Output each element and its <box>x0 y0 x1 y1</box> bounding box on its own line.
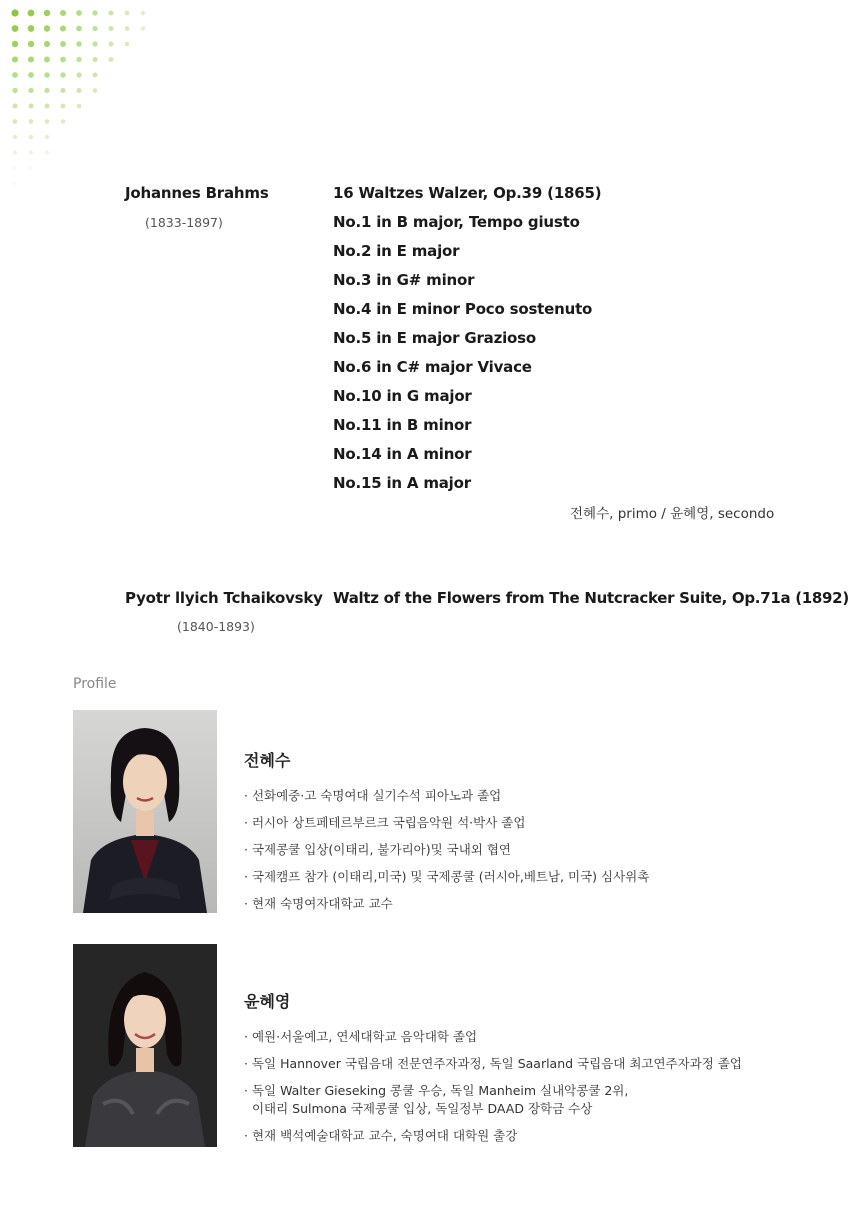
profile-bio-jeon <box>244 787 649 922</box>
profile-section-label: Profile <box>73 676 117 692</box>
decorative-dot <box>108 26 113 31</box>
bio-item: · 현재 백석예술대학교 교수, 숙명여대 대학원 출강 <box>244 1128 518 1143</box>
decorative-dot <box>61 104 66 109</box>
profile-photo-jeon <box>73 710 217 913</box>
decorative-dot <box>13 151 17 155</box>
work-item: No.4 in E minor Poco sostenuto <box>333 300 593 318</box>
profile-photo-yoon <box>73 944 217 1147</box>
decorative-dot <box>109 42 114 47</box>
work-item: No.1 in B major, Tempo giusto <box>333 213 580 231</box>
decorative-dot <box>61 119 65 123</box>
decorative-dot <box>76 72 81 77</box>
decorative-dot <box>108 10 113 15</box>
decorative-dot <box>28 103 33 108</box>
decorative-dot <box>29 151 33 155</box>
decorative-dot <box>60 88 65 93</box>
decorative-dot <box>28 10 35 17</box>
decorative-dot <box>77 88 82 93</box>
work-item: No.10 in G major <box>333 387 472 405</box>
decorative-dot <box>92 57 97 62</box>
decorative-dot <box>93 73 98 78</box>
work-item: No.15 in A major <box>333 474 471 492</box>
performers-credit: 전혜수, primo / 윤혜영, secondo <box>570 506 775 522</box>
decorative-dot <box>44 88 49 93</box>
decorative-dot <box>28 25 35 32</box>
bio-item: · 독일 Walter Gieseking 콩쿨 우승, 독일 Manheim 실내악콩쿨 2위, 이태리 Sulmona 국제콩쿨 입상, 독일정부 DAAD 장학금 수상 <box>244 1083 629 1116</box>
profile-name-yoon: 윤혜영 <box>244 992 291 1011</box>
decorative-dot <box>28 41 34 47</box>
decorative-dot <box>60 10 66 16</box>
brahms-works-list <box>333 183 601 502</box>
decorative-dot <box>76 41 82 47</box>
decorative-dot <box>11 9 18 16</box>
tchaikovsky-work: Waltz of the Flowers from The Nutcracker Suite, Op.71a (1892) <box>333 589 849 607</box>
bio-item: · 국제캠프 참가 (이태리,미국) 및 국제콩쿨 (러시아,베트남, 미국) 심사위촉 <box>244 869 650 884</box>
decorative-dot <box>13 166 17 170</box>
decorative-dot <box>60 41 66 47</box>
decorative-dot <box>92 41 97 46</box>
decorative-dot <box>125 26 130 31</box>
portrait-illustration <box>73 710 217 913</box>
decorative-dot <box>29 135 33 139</box>
decorative-dot <box>45 135 49 139</box>
bio-item: · 러시아 상트페테르부르크 국립음악원 석·박사 졸업 <box>244 815 526 830</box>
decorative-dot <box>13 182 16 185</box>
decorative-dot <box>44 72 50 78</box>
bio-item: · 선화예중·고 숙명여대 실기수석 피아노과 졸업 <box>244 788 502 803</box>
work-item: No.14 in A minor <box>333 445 472 463</box>
decorative-dot <box>92 10 97 15</box>
decorative-dot <box>125 42 130 47</box>
composer-brahms: Johannes Brahms <box>125 184 269 202</box>
work-item: No.2 in E major <box>333 242 460 260</box>
decorative-dot <box>44 41 50 47</box>
decorative-dot <box>76 57 81 62</box>
decorative-dot <box>12 56 18 62</box>
work-item: No.11 in B minor <box>333 416 472 434</box>
work-title: 16 Waltzes Walzer, Op.39 (1865) <box>333 184 602 202</box>
decorative-dot <box>44 10 50 16</box>
decorative-dot <box>29 166 33 170</box>
decorative-dot <box>60 25 66 31</box>
decorative-dot <box>13 119 18 124</box>
decorative-dot <box>44 57 50 63</box>
decorative-dot <box>45 151 49 155</box>
decorative-dot <box>28 72 34 78</box>
decorative-dot <box>28 88 33 93</box>
decorative-dot-pattern <box>0 0 160 200</box>
decorative-dot <box>45 104 50 109</box>
decorative-dot <box>60 72 65 77</box>
profile-name-jeon: 전혜수 <box>244 751 291 770</box>
work-item: No.6 in C# major Vivace <box>333 358 532 376</box>
decorative-dot <box>44 25 50 31</box>
decorative-dot <box>45 119 50 124</box>
decorative-dot <box>13 135 17 139</box>
decorative-dot <box>93 88 98 93</box>
decorative-dot <box>29 119 34 124</box>
decorative-dot <box>12 41 18 47</box>
decorative-dot <box>60 57 66 63</box>
decorative-dot <box>12 25 19 32</box>
decorative-dot <box>28 56 34 62</box>
decorative-dot <box>12 103 17 108</box>
decorative-dot <box>125 11 130 16</box>
decorative-dot <box>141 26 145 30</box>
work-item: No.3 in G# minor <box>333 271 475 289</box>
composer-brahms-years: (1833-1897) <box>145 215 223 230</box>
profile-bio-yoon <box>244 1028 742 1154</box>
decorative-dot <box>141 11 145 15</box>
decorative-dot <box>76 10 82 16</box>
portrait-illustration <box>73 944 217 1147</box>
composer-tchaikovsky: Pyotr llyich Tchaikovsky <box>125 589 323 607</box>
composer-tchaikovsky-years: (1840-1893) <box>177 619 255 634</box>
decorative-dot <box>92 26 97 31</box>
bio-item: · 독일 Hannover 국립음대 전문연주자과정, 독일 Saarland 국립음대 최고연주자과정 졸업 <box>244 1056 742 1071</box>
bio-item: · 국제콩쿨 입상(이태리, 불가리아)및 국내외 협연 <box>244 842 511 857</box>
bio-item: · 예원·서울예고, 연세대학교 음악대학 졸업 <box>244 1029 478 1044</box>
bio-item: · 현재 숙명여자대학교 교수 <box>244 896 393 911</box>
work-item: No.5 in E major Grazioso <box>333 329 536 347</box>
decorative-dot <box>109 57 114 62</box>
decorative-dot <box>76 26 82 32</box>
decorative-dot <box>12 88 17 93</box>
decorative-dot <box>77 104 82 109</box>
decorative-dot <box>12 72 18 78</box>
